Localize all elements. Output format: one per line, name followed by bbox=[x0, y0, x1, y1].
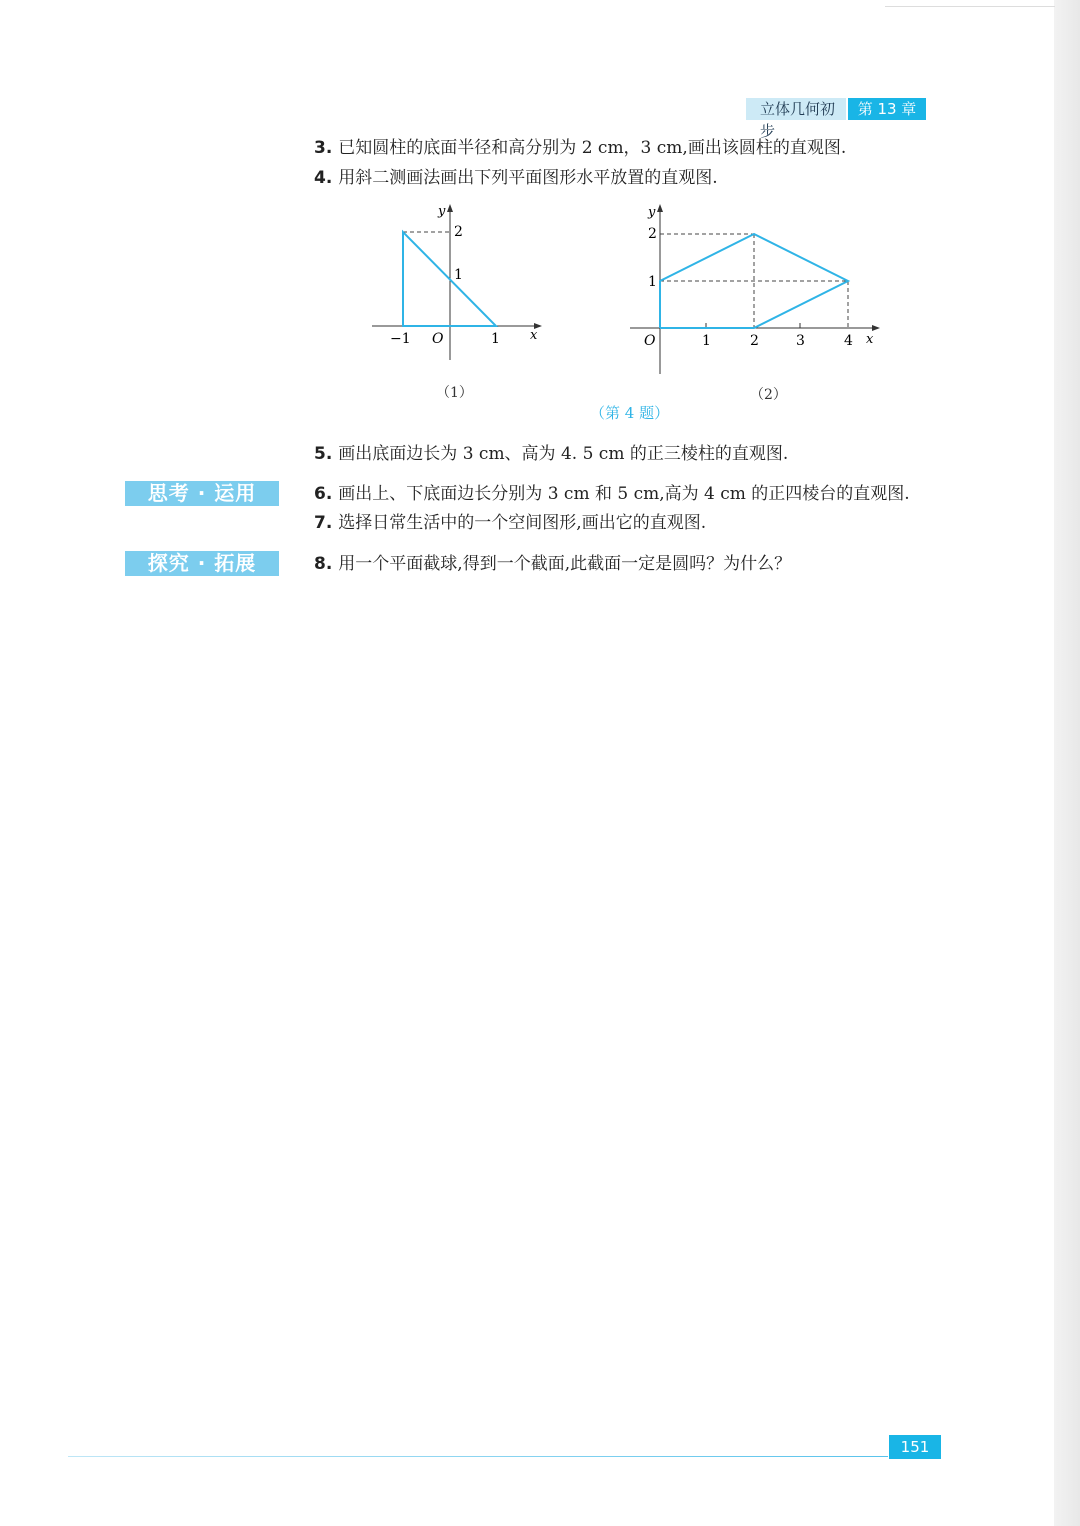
problem-number: 6. bbox=[314, 484, 333, 504]
top-rule bbox=[885, 6, 1055, 7]
problem-text: 已知圆柱的底面半径和高分别为 2 cm，3 cm,画出该圆柱的直观图. bbox=[338, 138, 847, 158]
origin-label: O bbox=[644, 333, 656, 349]
page-number: 151 bbox=[889, 1435, 941, 1459]
y-axis-arrow bbox=[447, 204, 453, 212]
problem-number: 5. bbox=[314, 444, 333, 464]
running-header bbox=[746, 98, 926, 140]
figure-1-label: （1） bbox=[436, 385, 473, 401]
problem-text: 选择日常生活中的一个空间图形,画出它的直观图. bbox=[338, 513, 707, 533]
problem-text: 用一个平面截球,得到一个截面,此截面一定是圆吗？为什么？ bbox=[338, 554, 792, 574]
problem-text: 画出上、下底面边长分别为 3 cm 和 5 cm,高为 4 cm 的正四棱台的直观图. bbox=[338, 484, 910, 504]
problem-3 bbox=[314, 136, 846, 160]
x-axis-arrow bbox=[872, 325, 880, 331]
tick-neg1: −1 bbox=[390, 331, 411, 347]
section-tag-explore-extend: 探究 · 拓展 bbox=[125, 551, 279, 576]
problem-text: 用斜二测画法画出下列平面图形水平放置的直观图. bbox=[338, 168, 718, 188]
figure-2-label: （2） bbox=[750, 387, 787, 403]
section-tag-think-apply: 思考 · 运用 bbox=[125, 481, 279, 506]
header-title: 立体几何初步 bbox=[746, 98, 846, 120]
page-edge-shadow bbox=[1054, 0, 1080, 1526]
tick-x3: 3 bbox=[796, 333, 805, 349]
y-axis-label: y bbox=[438, 204, 446, 219]
problem-6 bbox=[314, 482, 910, 506]
tick-y1: 1 bbox=[648, 274, 657, 290]
problem-4 bbox=[314, 166, 718, 190]
y-axis-arrow bbox=[657, 204, 663, 212]
tick-x4: 4 bbox=[844, 333, 853, 349]
problem-number: 3. bbox=[314, 138, 333, 158]
problem-number: 4. bbox=[314, 168, 333, 188]
y-axis-label: y bbox=[648, 205, 656, 220]
tick-x2: 2 bbox=[750, 333, 759, 349]
tick-y2: 2 bbox=[454, 224, 463, 240]
figure-2 bbox=[620, 200, 890, 380]
problem-5 bbox=[314, 442, 788, 466]
problem-text: 画出底面边长为 3 cm、高为 4. 5 cm 的正三棱柱的直观图. bbox=[338, 444, 789, 464]
origin-label: O bbox=[432, 331, 444, 347]
problem-number: 8. bbox=[314, 554, 333, 574]
x-axis-label: x bbox=[530, 328, 538, 343]
footer-rule bbox=[68, 1456, 888, 1457]
problem-number: 7. bbox=[314, 513, 333, 533]
problem-8 bbox=[314, 552, 791, 576]
tick-x1: 1 bbox=[491, 331, 500, 347]
x-axis-label: x bbox=[866, 332, 874, 347]
tick-x1: 1 bbox=[702, 333, 711, 349]
problem-7 bbox=[314, 511, 706, 535]
figure-caption: （第 4 题） bbox=[590, 404, 670, 422]
tick-y2: 2 bbox=[648, 226, 657, 242]
header-chapter: 第 13 章 bbox=[848, 98, 926, 120]
tick-y1: 1 bbox=[454, 267, 463, 283]
figure-1 bbox=[360, 200, 550, 360]
